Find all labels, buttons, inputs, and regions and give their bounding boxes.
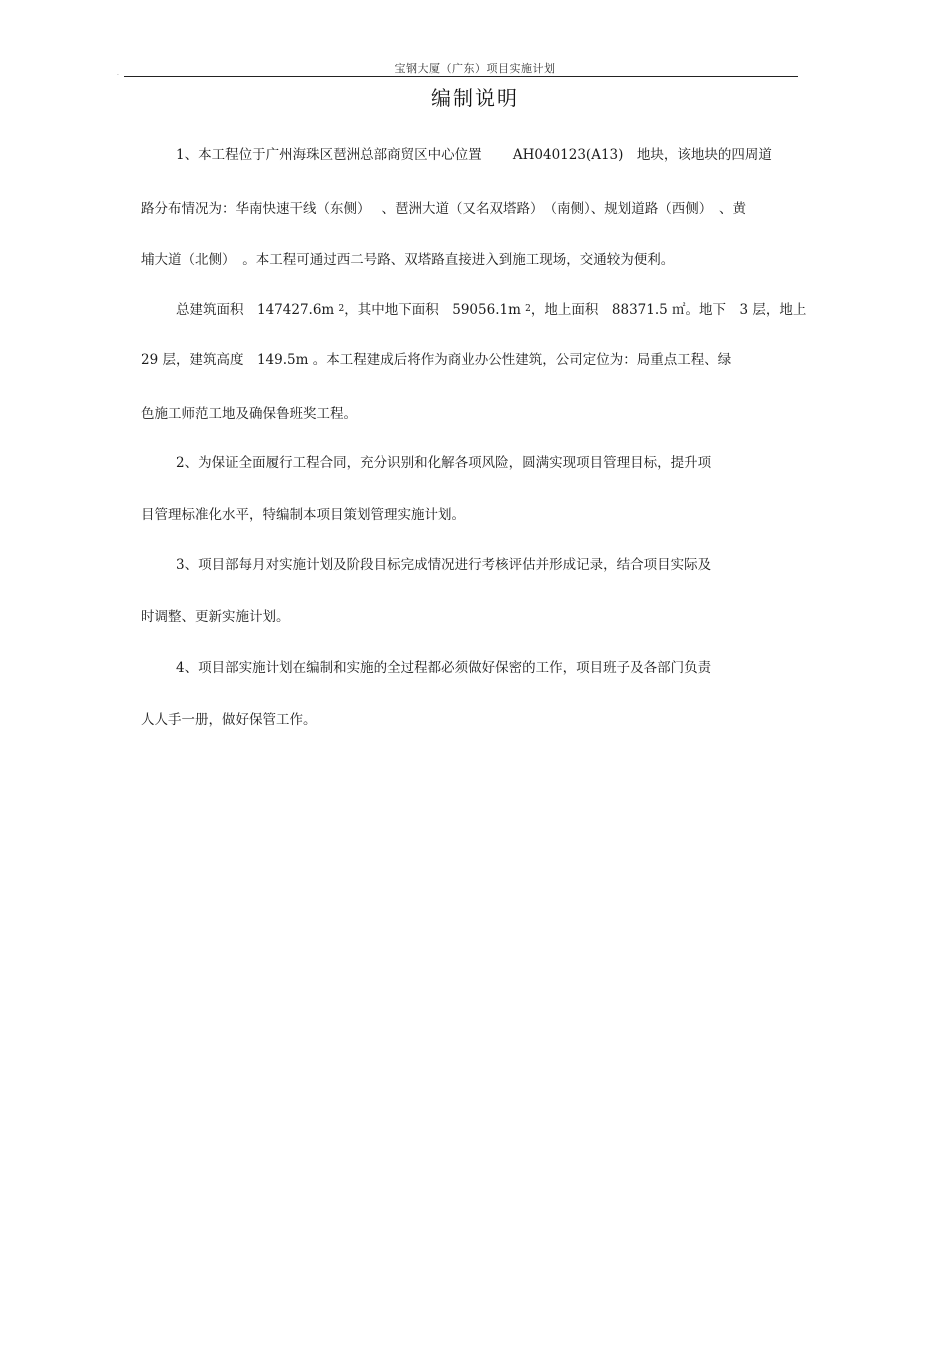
area-text-2: ，其中地下面积 59056.1m [344,302,526,318]
document-title: 编制说明 [431,86,519,110]
area-line [176,298,806,318]
paragraph-line: 路分布情况为：华南快速干线（东侧） 、琶洲大道（又名双塔路） （南侧）、规划道路（西侧） 、黄 [141,201,747,217]
paragraph-line: 目管理标准化水平，特编制本项目策划管理实施计划。 [141,507,465,523]
area-text-3: ，地上面积 88371.5 ㎡。地下 3 层，地上 [530,302,807,318]
paragraph-line: 29 层，建筑高度 149.5m 。本工程建成后将作为商业办公性建筑，公司定位为：局重点工程、绿 [141,352,732,368]
paragraph-line: 1、本工程位于广州海珠区琶洲总部商贸区中心位置 AH040123(A13) 地块，该地块的四周道 [176,147,772,163]
paragraph-line: 埔大道（北侧） 。本工程可通过西二号路、双塔路直接进入到施工现场，交通较为便利。 [141,252,675,268]
header-mark: · [117,72,119,79]
header-rule [124,76,798,77]
paragraph-line: 时调整、更新实施计划。 [141,609,290,625]
superscript-2: 2 [525,304,531,314]
paragraph-line: 4、项目部实施计划在编制和实施的全过程都必须做好保密的工作，项目班子及各部门负责 [176,660,712,676]
header-text: 宝钢大厦（广东）项目实施计划 [394,62,556,75]
area-text-1: 总建筑面积 147427.6m [176,302,339,318]
paragraph-line: 色施工师范工地及确保鲁班奖工程。 [141,406,357,422]
paragraph-line: 人人手一册，做好保管工作。 [141,712,317,728]
superscript-2: 2 [338,304,345,314]
paragraph-line: 3、项目部每月对实施计划及阶段目标完成情况进行考核评估并形成记录，结合项目实际及 [176,557,712,573]
paragraph-line: 2、为保证全面履行工程合同，充分识别和化解各项风险，圆满实现项目管理目标，提升项 [176,455,712,471]
